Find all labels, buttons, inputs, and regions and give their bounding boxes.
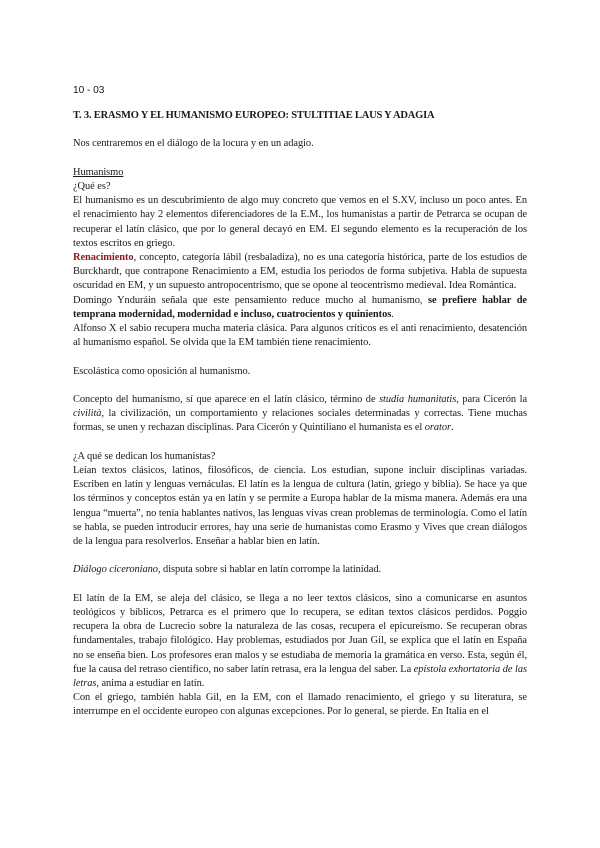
paragraph-concepto xyxy=(73,393,527,436)
paragraph-latin-em xyxy=(73,592,527,691)
spacer xyxy=(73,350,527,364)
paragraph-renacimiento-text: , concepto, categoría lábil (resbaladiza), no es una categoría histórica, parte de los estudios de Burckhardt, que contrapone Renacimiento a EM, estudia los periodos de forma subjetiva. Habla de supuesta oscuridad en EM, y un supuesto antropocentrismo, que se opone al teocentrismo medieval. Idea Romántica. xyxy=(73,252,527,292)
paragraph-griego: Con el griego, también habla Gil, en la EM, con el llamado renacimiento, el griego y su literatura, se interrumpe en el occidente europeo con algunas excepciones. Por lo general, se pierde. En Italia en el xyxy=(73,692,527,718)
document-date: 10 - 03 xyxy=(73,85,105,96)
term-epistola: epístola exhortatoria de las letras xyxy=(73,663,527,690)
paragraph-dialogo xyxy=(73,563,527,577)
paragraph-renacimiento xyxy=(73,251,527,294)
paragraph-concepto-c: , la civilización, un comportamiento y relaciones sociales determinadas y correctas. Tiene muchas formas, se unen y rechazan disciplinas. Para Cicerón y Quintiliano el humanista es el xyxy=(73,408,527,434)
spacer xyxy=(73,152,527,166)
paragraph-yndurain-bold: se prefiere hablar de temprana modernidad, modernidad e incluso, cuatrocientos y quinientos xyxy=(73,294,527,320)
paragraph-yndurain-end: . xyxy=(391,308,394,320)
paragraph-latin-em-b: , anima a estudiar en latín. xyxy=(96,678,205,690)
spacer xyxy=(73,379,527,393)
section-heading xyxy=(73,166,527,180)
paragraph-concepto-b: , para Cicerón la xyxy=(456,394,528,406)
document-title: T. 3. ERASMO Y EL HUMANISMO EUROPEO: STULTITIAE LAUS Y ADAGIA xyxy=(73,110,435,122)
paragraph-yndurain-text: Domingo Ynduráin señala que este pensamiento reduce mucho al humanismo, xyxy=(73,294,429,306)
paragraph-activities: Leían textos clásicos, latinos, filosóficos, de ciencia. Los estudian, supone incluir disciplinas variadas. Escriben en latín y lenguas vernáculas. El latín es la lengua de cultura (latín, griego y biblia). Se hace ya que los términos y conceptos están ya en latín y se permite a Europa hablar de la misma manera. Además era una lengua “muerta”, no tenía hablantes nativos, las lenguas vivas crean problemas de terminología. Como el latín se habla, se pueden introducir errores, hay una serie de humanistas como Erasmo y Vives que crean diálogos de la lengua para resolverlos. Enseñar a hablar bien en latín. xyxy=(73,465,527,548)
intro-paragraph: Nos centraremos en el diálogo de la locura y en un adagio. xyxy=(73,138,314,150)
paragraph-alfonso: Alfonso X el sabio recupera mucha materia clásica. Para algunos críticos es el anti renacimiento, desatención al humanismo español. Se olvida que la EM también tiene renacimiento. xyxy=(73,323,527,349)
term-orator: orator xyxy=(424,422,452,434)
section-heading-text: Humanismo xyxy=(73,166,124,178)
paragraph-yndurain xyxy=(73,294,527,322)
spacer xyxy=(73,549,527,563)
term-dialogo-ciceroniano: Diálogo ciceroniano xyxy=(73,564,158,576)
question-what-is: ¿Qué es? xyxy=(73,181,111,192)
document-body xyxy=(73,84,527,720)
term-renacimiento: Renacimiento xyxy=(73,252,134,264)
spacer xyxy=(73,436,527,450)
paragraph-escolastica: Escolástica como oposición al humanismo. xyxy=(73,365,251,377)
paragraph-concepto-d: . xyxy=(451,422,454,434)
paragraph-humanism-definition: El humanismo es un descubrimiento de algo muy concreto que vemos en el S.XV, incluso un poco antes. En el renacimiento hay 2 elementos diferenciadores de la E.M., los humanistas a partir de Petrarca se ocupan de recuperar el latín clásico, que por lo general decayó en EM. El segundo elemento es la recuperación de los textos escritos en griego. xyxy=(73,195,527,249)
term-civilita: civilità xyxy=(73,408,102,420)
term-studia-humanitatis: studia humanitatis xyxy=(379,394,457,406)
question-what-do: ¿A qué se dedican los humanistas? xyxy=(73,450,216,462)
paragraph-dialogo-text: , disputa sobre si hablar en latín corrompe la latinidad. xyxy=(157,564,382,576)
paragraph-concepto-a: Concepto del humanismo, sí que aparece en el latín clásico, término de xyxy=(73,394,380,406)
spacer xyxy=(73,578,527,592)
paragraph-latin-em-a: El latín de la EM, se aleja del clásico, se llega a no leer textos clásicos, sino a comunicarse en asuntos teológicos y bíblicos, Petrarca es el primero que lo recupera, se editan textos clásicos perdidos. Poggio recupera la obra de Lucrecio sobre la naturaleza de las cosas, recupera el epicureísmo. Se recuperan obras fundamentales, trabajo filológico. Hay problemas, estudiados por Juan Gil, se explica que el latín en España no se enseña bien. Los profesores eran malos y se estudiaba de memoria la gramática en verso. Esta, según él, fue la causa del retraso científico, no saber latín retrasa, era la lengua del saber. La xyxy=(73,592,527,675)
